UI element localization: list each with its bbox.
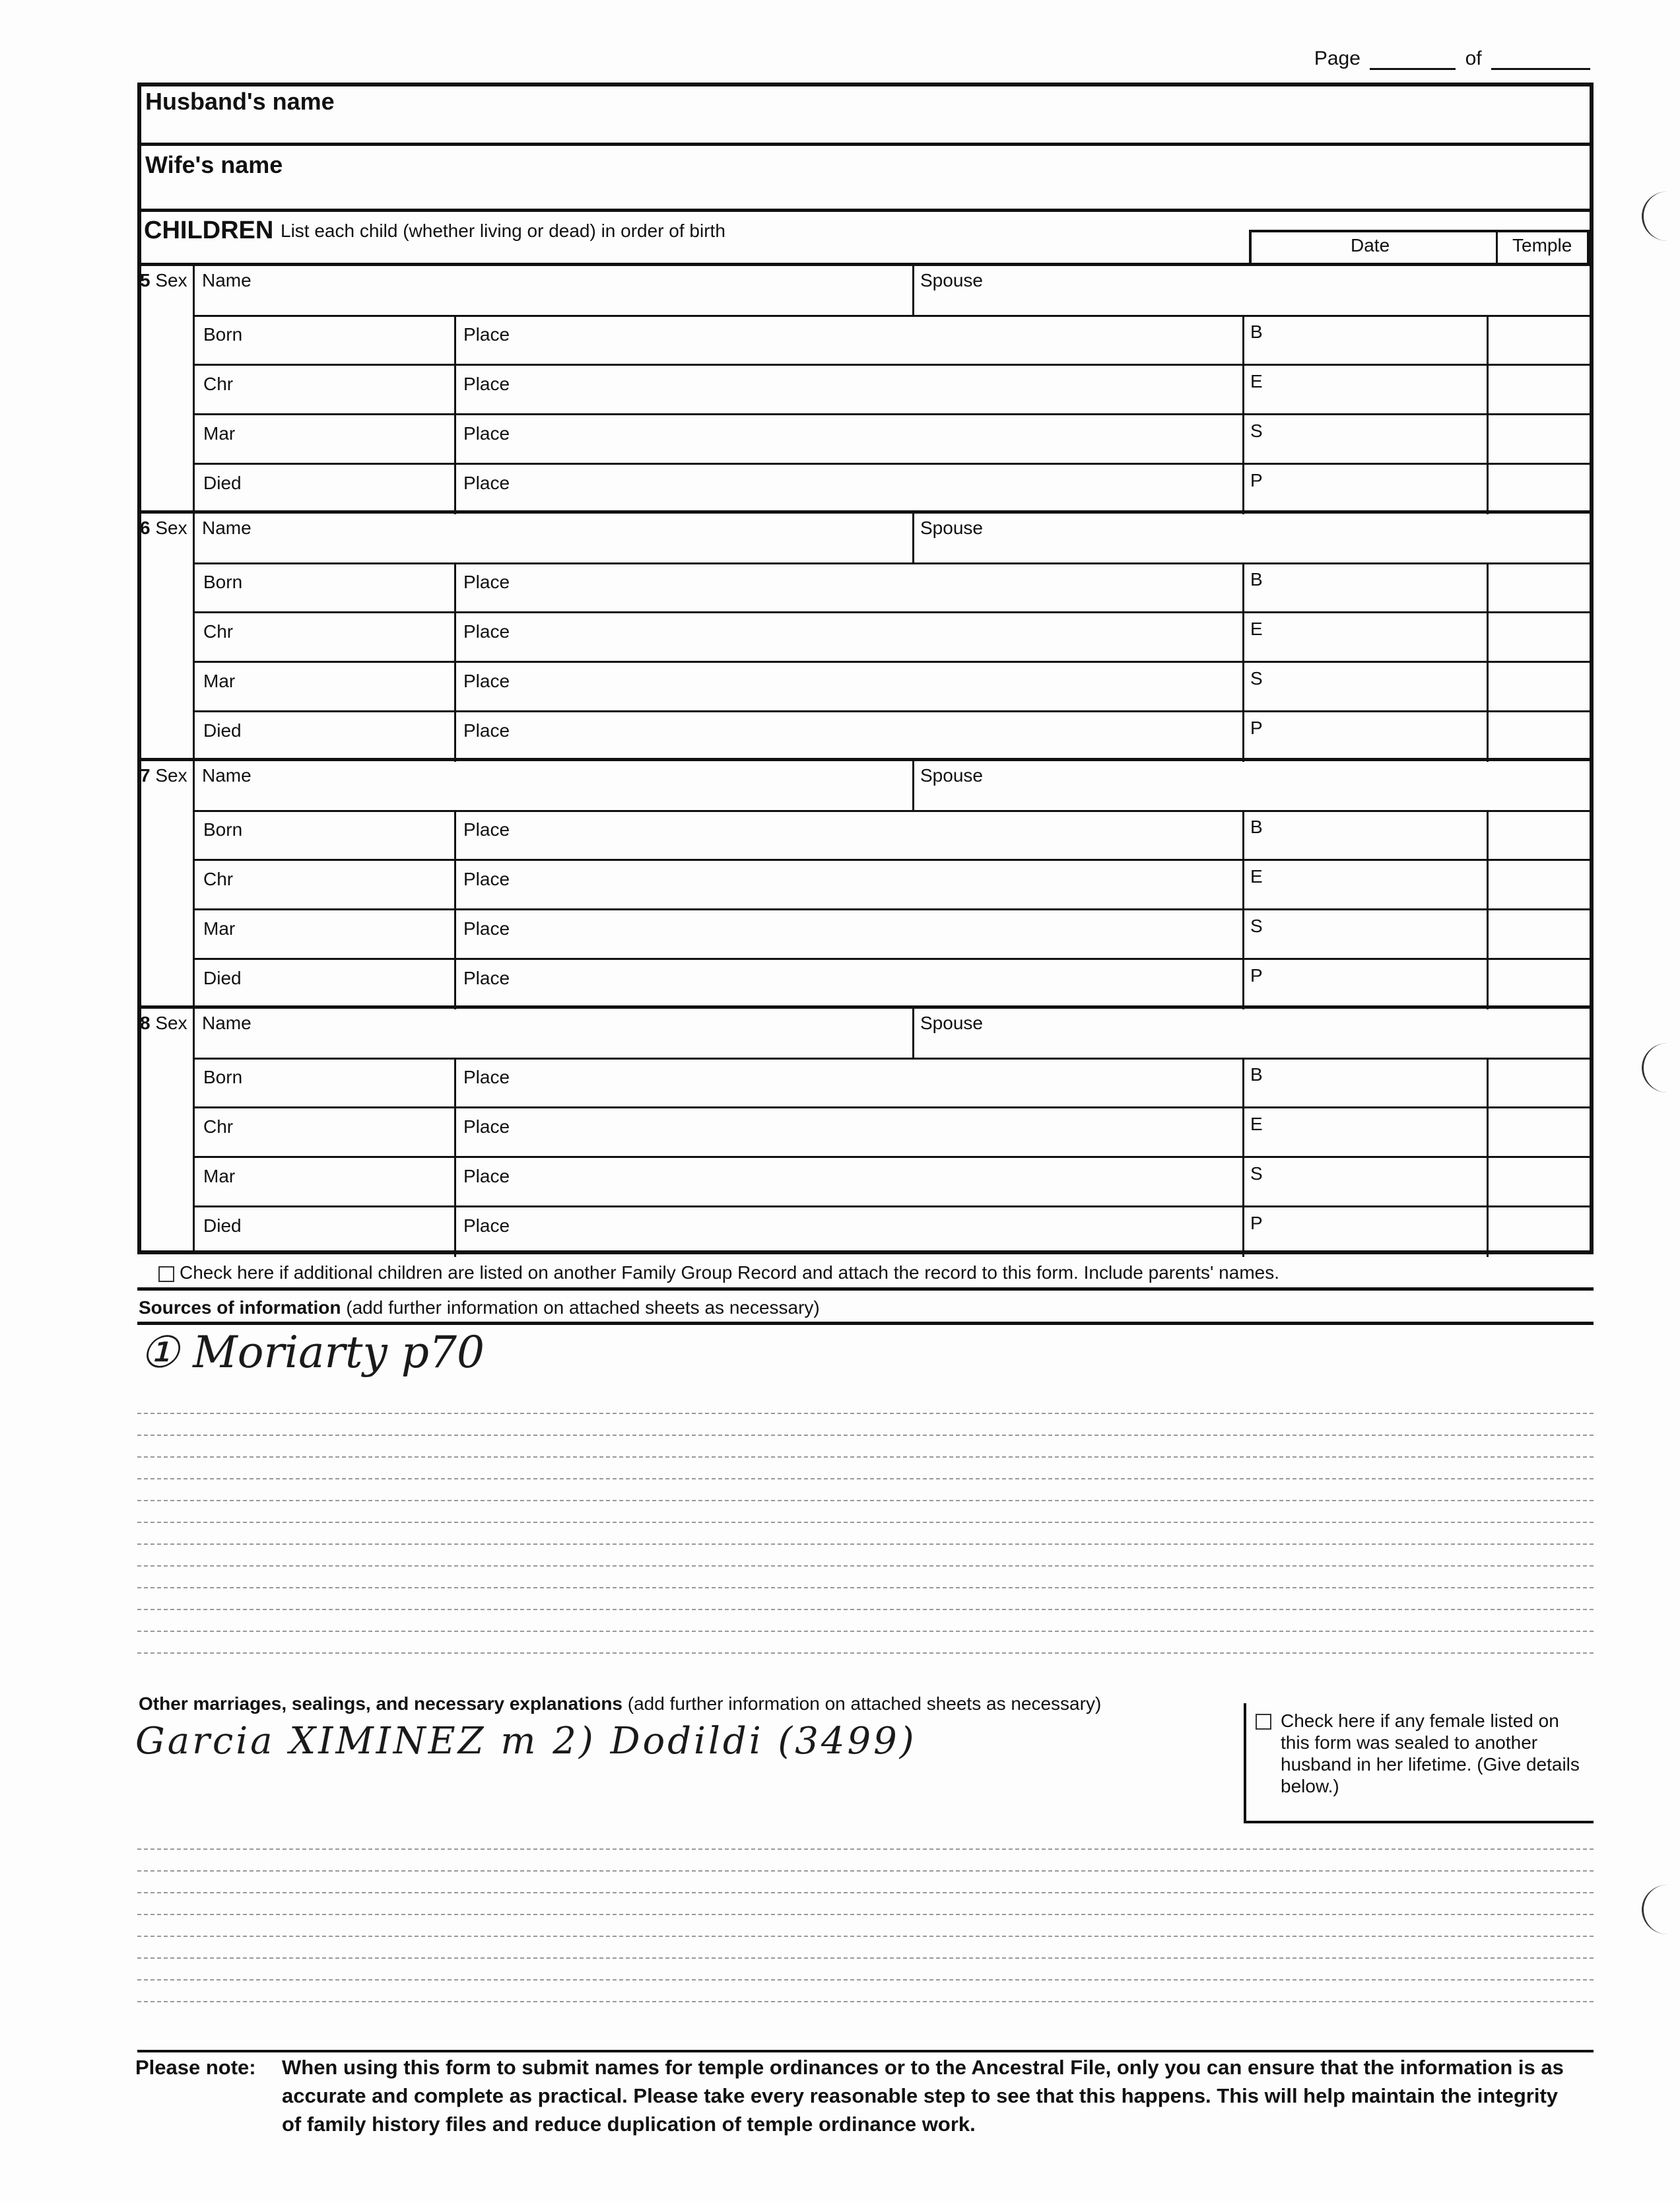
place-label: Place xyxy=(463,720,510,741)
ordinance-letter: S xyxy=(1250,668,1263,689)
event-label: Mar xyxy=(203,671,236,691)
event-row-mar[interactable] xyxy=(193,1158,1594,1207)
husband-name-label: Husband's name xyxy=(145,88,335,115)
child-number: 8 xyxy=(140,1013,151,1033)
place-label: Place xyxy=(463,918,510,939)
event-row-born[interactable] xyxy=(193,564,1594,613)
ordinance-letter: S xyxy=(1250,916,1263,936)
additional-children-text: Check here if additional children are listed on another Family Group Record and attach the record to this form. Include parents' names. xyxy=(180,1262,1279,1283)
place-label: Place xyxy=(463,968,510,988)
place-label: Place xyxy=(463,473,510,493)
place-label: Place xyxy=(463,671,510,691)
event-row-chr[interactable] xyxy=(193,613,1594,663)
event-label: Born xyxy=(203,819,243,840)
child-block xyxy=(137,1005,1594,1253)
sources-heading xyxy=(139,1297,820,1318)
event-label: Mar xyxy=(203,1166,236,1186)
ordinance-letter: E xyxy=(1250,1114,1263,1134)
event-row-died[interactable] xyxy=(193,1207,1594,1257)
child-number-sex xyxy=(140,765,187,786)
place-label: Place xyxy=(463,1116,510,1137)
ordinance-letter: P xyxy=(1250,470,1263,491)
event-label: Chr xyxy=(203,374,234,394)
ordinance-letter: B xyxy=(1250,1064,1263,1085)
place-label: Place xyxy=(463,1067,510,1087)
sources-handwritten[interactable]: ① Moriarty p70 xyxy=(140,1327,485,1378)
event-label: Mar xyxy=(203,423,236,444)
additional-children-checkbox[interactable] xyxy=(158,1266,174,1282)
page-number-line xyxy=(1314,48,1594,70)
place-label: Place xyxy=(463,1215,510,1236)
female-sealing-checkbox[interactable] xyxy=(1256,1714,1271,1730)
ordinance-letter: P xyxy=(1250,1213,1263,1233)
place-label: Place xyxy=(463,621,510,642)
of-label: of xyxy=(1465,48,1482,69)
event-label: Died xyxy=(203,968,242,988)
ordinance-letter: S xyxy=(1250,1163,1263,1184)
child-number-sex xyxy=(140,1013,187,1034)
page-total-field[interactable] xyxy=(1491,51,1590,70)
wife-name-row[interactable] xyxy=(137,146,1594,212)
date-temple-header xyxy=(1249,230,1590,263)
sex-label: Sex xyxy=(155,270,187,290)
child-spouse-label: Spouse xyxy=(920,1013,983,1033)
place-label: Place xyxy=(463,572,510,592)
sex-label: Sex xyxy=(155,765,187,786)
place-label: Place xyxy=(463,819,510,840)
event-row-mar[interactable] xyxy=(193,910,1594,960)
date-header: Date xyxy=(1351,235,1390,255)
other-marriages-hint: (add further information on attached sheets as necessary) xyxy=(627,1693,1102,1714)
child-name-label: Name xyxy=(202,270,252,290)
wife-name-label: Wife's name xyxy=(145,151,283,178)
additional-children-note[interactable] xyxy=(158,1262,1279,1283)
child-block xyxy=(137,510,1594,758)
event-row-born[interactable] xyxy=(193,1059,1594,1108)
other-marriages-label: Other marriages, sealings, and necessary explanations xyxy=(139,1693,622,1714)
event-label: Born xyxy=(203,572,243,592)
ordinance-letter: P xyxy=(1250,965,1263,986)
ordinance-letter: E xyxy=(1250,619,1263,639)
ordinance-letter: B xyxy=(1250,322,1263,342)
child-block xyxy=(137,758,1594,1005)
please-note-label: Please note: xyxy=(135,2056,256,2079)
place-label: Place xyxy=(463,374,510,394)
binder-hole xyxy=(1642,1885,1680,1934)
event-label: Chr xyxy=(203,869,234,889)
female-sealing-box[interactable] xyxy=(1244,1703,1594,1823)
child-name-label: Name xyxy=(202,518,252,538)
child-spouse-label: Spouse xyxy=(920,270,983,290)
event-label: Died xyxy=(203,1215,242,1236)
temple-header: Temple xyxy=(1512,235,1572,255)
ordinance-letter: E xyxy=(1250,371,1263,391)
other-marriages-handwritten[interactable]: Garcia XIMINEZ m 2) Dodildi (3499) xyxy=(135,1720,917,1763)
binder-hole xyxy=(1642,191,1680,241)
binder-hole xyxy=(1642,1043,1680,1093)
ordinance-letter: B xyxy=(1250,569,1263,590)
husband-name-row[interactable] xyxy=(137,83,1594,146)
child-spouse-label: Spouse xyxy=(920,518,983,538)
sex-label: Sex xyxy=(155,518,187,538)
divider xyxy=(137,2050,1594,2052)
event-row-born[interactable] xyxy=(193,316,1594,366)
child-name-label: Name xyxy=(202,1013,252,1033)
please-note-text: When using this form to submit names for temple ordinances or to the Ancestral File, only you can ensure that the information is as accurate and complete as practical. Please take every reasonable step to see that this happens. This will help maintain the integrity of family history files and reduce duplication of temple ordinance work. xyxy=(282,2056,1564,2136)
divider xyxy=(137,1322,1594,1325)
event-label: Chr xyxy=(203,621,234,642)
event-row-died[interactable] xyxy=(193,712,1594,762)
event-row-mar[interactable] xyxy=(193,415,1594,465)
female-sealing-text: Check here if any female listed on this form was sealed to another husband in her lifetime. (Give details below.) xyxy=(1281,1710,1580,1796)
event-row-mar[interactable] xyxy=(193,663,1594,712)
page-label: Page xyxy=(1314,48,1361,69)
child-spouse-label: Spouse xyxy=(920,765,983,786)
event-row-chr[interactable] xyxy=(193,861,1594,910)
child-number-sex xyxy=(140,518,187,539)
other-marriages-heading xyxy=(139,1693,1101,1714)
event-row-born[interactable] xyxy=(193,811,1594,861)
explanation-lines[interactable] xyxy=(137,1848,1594,2023)
event-row-chr[interactable] xyxy=(193,366,1594,415)
event-row-died[interactable] xyxy=(193,960,1594,1009)
page-number-field[interactable] xyxy=(1370,51,1456,70)
event-label: Chr xyxy=(203,1116,234,1137)
place-label: Place xyxy=(463,1166,510,1186)
divider xyxy=(137,1287,1594,1291)
child-number-sex xyxy=(140,270,187,291)
children-subheading: List each child (whether living or dead) in order of birth xyxy=(281,220,725,241)
child-number: 6 xyxy=(140,518,151,538)
sources-label: Sources of information xyxy=(139,1297,341,1318)
event-label: Born xyxy=(203,1067,243,1087)
event-label: Born xyxy=(203,324,243,345)
ordinance-letter: E xyxy=(1250,866,1263,887)
event-label: Died xyxy=(203,473,242,493)
place-label: Place xyxy=(463,324,510,345)
child-name-label: Name xyxy=(202,765,252,786)
sources-lines[interactable] xyxy=(137,1413,1594,1674)
sex-label: Sex xyxy=(155,1013,187,1033)
place-label: Place xyxy=(463,869,510,889)
ordinance-letter: B xyxy=(1250,817,1263,837)
child-number: 7 xyxy=(140,765,151,786)
event-row-died[interactable] xyxy=(193,465,1594,514)
child-number: 5 xyxy=(140,270,151,290)
ordinance-letter: P xyxy=(1250,718,1263,738)
sources-hint: (add further information on attached sheets as necessary) xyxy=(346,1297,820,1318)
children-heading: CHILDREN xyxy=(144,217,274,244)
event-label: Mar xyxy=(203,918,236,939)
event-row-chr[interactable] xyxy=(193,1108,1594,1158)
place-label: Place xyxy=(463,423,510,444)
child-block xyxy=(137,263,1594,510)
ordinance-letter: S xyxy=(1250,421,1263,441)
event-label: Died xyxy=(203,720,242,741)
